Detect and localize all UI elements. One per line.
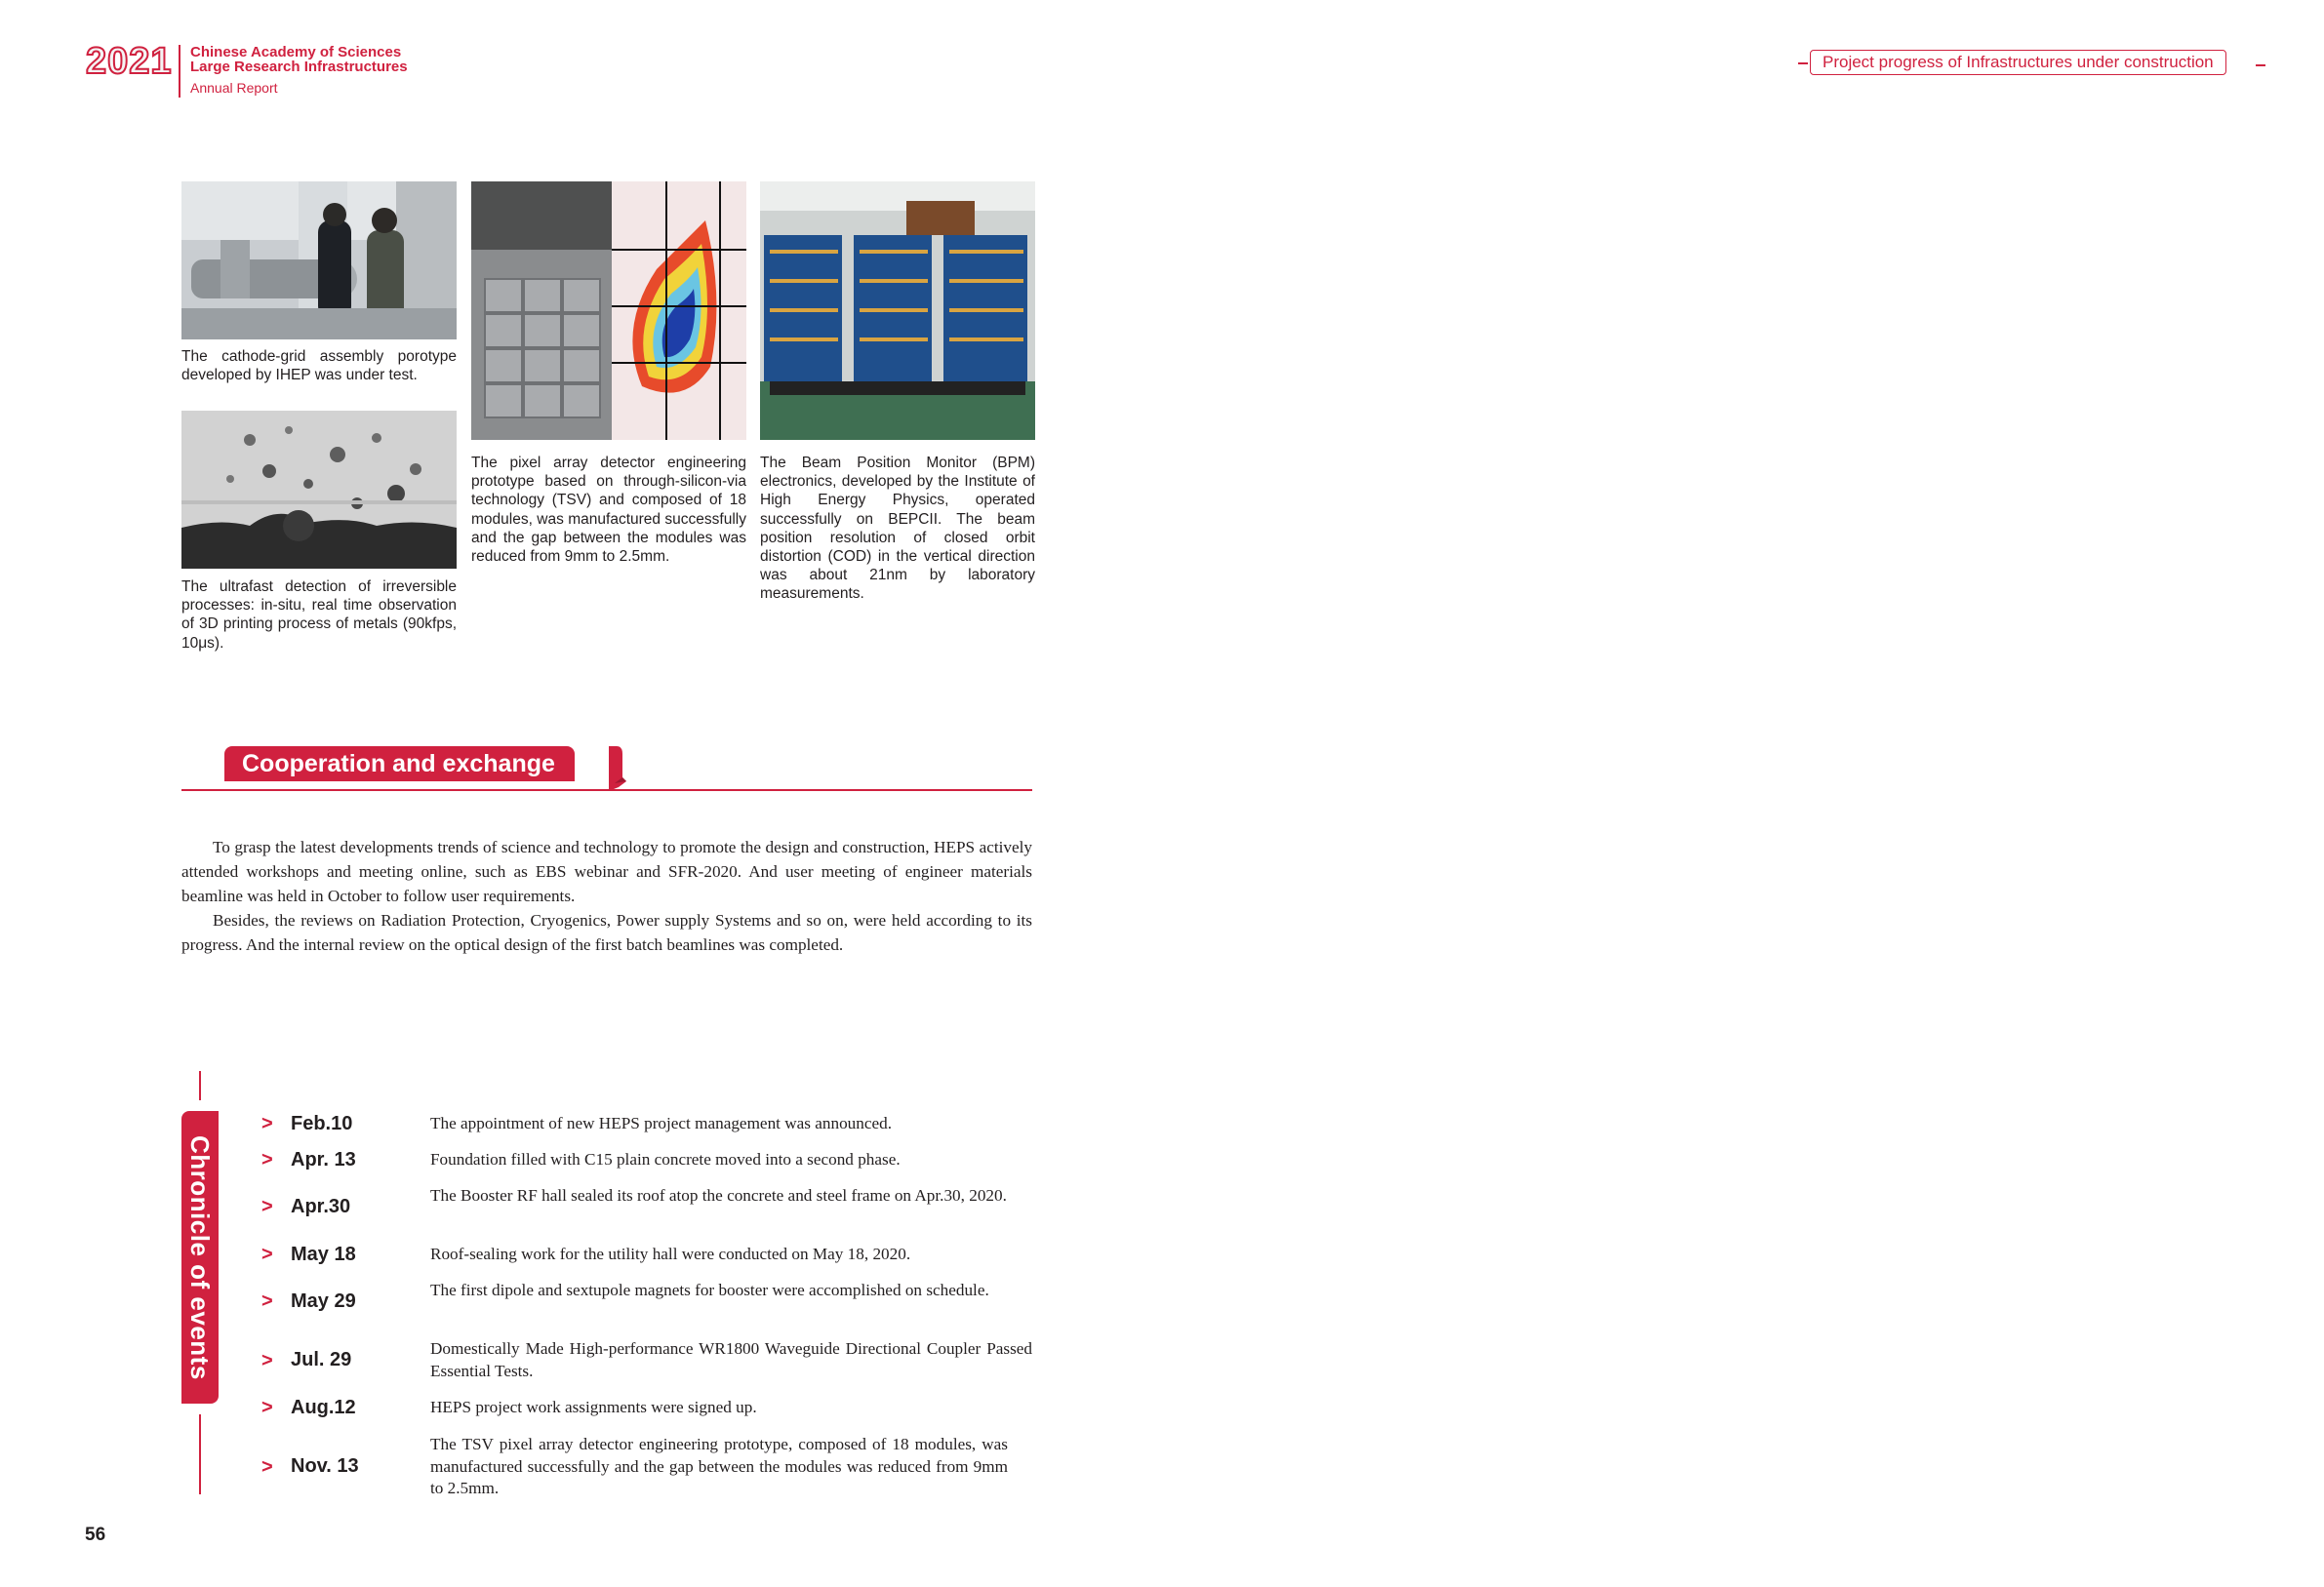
- chronicle-line-bottom: [199, 1414, 201, 1494]
- cooperation-body: [181, 835, 1032, 957]
- event-date: Apr.30: [291, 1196, 351, 1217]
- cooperation-paragraph-2: Besides, the reviews on Radiation Protection, Cryogenics, Power supply Systems and so on, were held according to its progress. And the internal review on the optical design of the first batch beamlines was completed.: [181, 911, 1032, 954]
- org-line-2: Large Research Infrastructures: [190, 59, 408, 75]
- event-date: Aug.12: [291, 1397, 356, 1418]
- page-number: 56: [85, 1525, 106, 1545]
- event-description: The TSV pixel array detector engineering prototype, composed of 18 modules, was manufactured successfully and the gap between the modules was reduced from 9mm to 2.5mm.: [430, 1435, 1008, 1497]
- chevron-right-icon: >: [261, 1149, 273, 1170]
- ultrafast-detection-photo: [181, 411, 457, 569]
- org-line-1: Chinese Academy of Sciences: [190, 44, 402, 60]
- cooperation-rule: [181, 789, 1032, 791]
- chevron-right-icon: >: [261, 1196, 273, 1217]
- cathode-grid-photo: [181, 181, 457, 339]
- chevron-right-icon: >: [261, 1456, 273, 1478]
- bpm-electronics-caption: The Beam Position Monitor (BPM) electronics, developed by the Institute of High Energy Physics, operated successfully on BEPCII. The beam position resolution of closed orbit distortion (COD) in the vertical direction was about 21nm by laboratory measurements.: [760, 455, 1035, 603]
- heading-corner-fold: [609, 746, 626, 791]
- event-date: Nov. 13: [291, 1455, 359, 1477]
- event-description: The first dipole and sextupole magnets for booster were accomplished on schedule.: [430, 1281, 989, 1299]
- ultrafast-detection-caption: The ultrafast detection of irreversible processes: in-situ, real time observation of 3D printing process of metals (90kfps, 10μs).: [181, 578, 457, 652]
- chevron-right-icon: >: [261, 1397, 273, 1418]
- event-description: Domestically Made High-performance WR1800 Waveguide Directional Coupler Passed Essential Tests.: [430, 1339, 1032, 1380]
- event-date: May 29: [291, 1290, 356, 1312]
- event-description: Roof-sealing work for the utility hall were conducted on May 18, 2020.: [430, 1245, 911, 1263]
- cooperation-heading: Cooperation and exchange: [224, 746, 575, 781]
- cathode-grid-caption: The cathode-grid assembly porotype developed by IHEP was under test.: [181, 348, 457, 384]
- event-description: The Booster RF hall sealed its roof atop the concrete and steel frame on Apr.30, 2020.: [430, 1186, 1007, 1205]
- bpm-electronics-photo: [760, 181, 1035, 440]
- chevron-right-icon: >: [261, 1113, 273, 1134]
- section-tag-line-right: [2256, 64, 2265, 66]
- pixel-detector-photo: [471, 181, 746, 440]
- chronicle-title: Chronicle of events: [185, 1134, 215, 1380]
- event-description: Foundation filled with C15 plain concrete moved into a second phase.: [430, 1150, 901, 1169]
- cooperation-paragraph-1: To grasp the latest developments trends of science and technology to promote the design and construction, HEPS actively attended workshops and meeting online, such as EBS webinar and SFR-2020. And user meeting of engineer materials beamline was held in October to follow user requirements.: [181, 838, 1032, 905]
- pixel-detector-caption: The pixel array detector engineering prototype based on through-silicon-via technology (TSV) and composed of 18 modules, was manufactured successfully and the gap between the modules was reduced from 9mm to 2.5mm.: [471, 455, 746, 566]
- section-tag-line-left: [1798, 62, 1808, 64]
- chevron-right-icon: >: [261, 1290, 273, 1312]
- chevron-right-icon: >: [261, 1244, 273, 1265]
- event-date: Apr. 13: [291, 1149, 356, 1170]
- header-divider: [179, 45, 180, 98]
- chevron-right-icon: >: [261, 1350, 273, 1371]
- report-year: 2021: [86, 41, 173, 82]
- event-date: Jul. 29: [291, 1349, 352, 1370]
- event-description: HEPS project work assignments were signed up.: [430, 1398, 757, 1416]
- chronicle-line-top: [199, 1071, 201, 1100]
- event-date: May 18: [291, 1244, 356, 1265]
- event-date: Feb.10: [291, 1113, 353, 1134]
- section-tag: Project progress of Infrastructures under construction: [1810, 50, 2226, 75]
- event-description: The appointment of new HEPS project management was announced.: [430, 1114, 893, 1132]
- report-subtitle: Annual Report: [190, 80, 278, 96]
